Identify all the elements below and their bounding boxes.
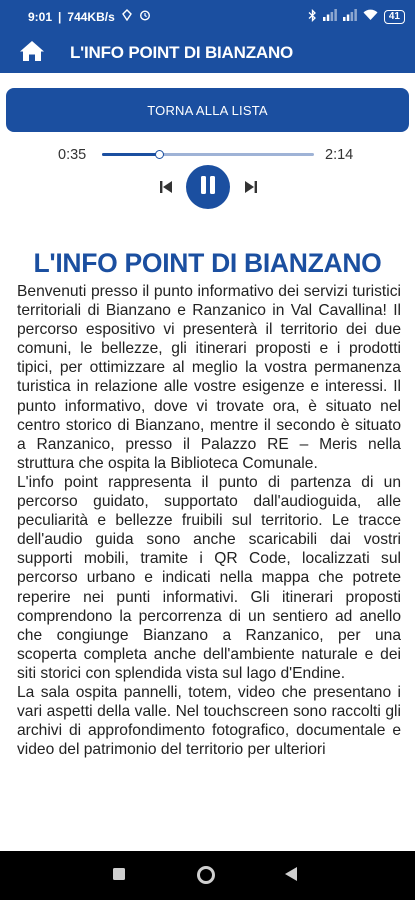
back-nav-button[interactable] — [284, 866, 298, 887]
content-title: L'INFO POINT DI BIANZANO — [33, 248, 382, 278]
status-separator: | — [58, 9, 62, 24]
back-to-list-label: TORNA ALLA LISTA — [147, 102, 268, 118]
home-button[interactable] — [0, 33, 64, 73]
recents-button[interactable] — [112, 867, 126, 886]
network-speed: 744KB/s — [67, 9, 115, 24]
circle-icon — [196, 865, 216, 890]
total-time: 2:14 — [325, 147, 354, 163]
current-time: 0:35 — [58, 147, 87, 163]
alarm-icon — [139, 9, 151, 24]
content-paragraph: L'info point rappresenta il punto di partenza di un percorso guidato, supportato dall'audioguida, alle peculiarità e bellezze fruibili sul territorio. Le tracce dell'audio guida sono anche scaricabili dai vostri supporti mobili, tramite i QR Code, localizzati sul percorso urbano e indicati nella mappa che potrete reperire nei punti informativi. Gli itinerari proposti comprendono la percorrenza di un sentiero ad anello che congiunge Bianzano a Ranzanico, per una scoperta completa anche dell'ambiente naturale e dei siti storici con splendida vista sul lago d'Endine. — [17, 473, 401, 682]
back-to-list-button[interactable] — [6, 88, 409, 132]
content-body — [17, 282, 401, 844]
battery-indicator: 41 — [384, 10, 405, 24]
triangle-back-icon — [284, 866, 298, 887]
square-icon — [112, 867, 126, 886]
signal-icon-1 — [323, 9, 337, 24]
signal-icon-2 — [343, 9, 357, 24]
seek-progress — [102, 153, 159, 156]
seek-bar[interactable] — [102, 153, 314, 156]
skip-previous-icon — [159, 180, 173, 199]
notification-icon — [121, 9, 133, 24]
home-icon — [19, 40, 45, 67]
pause-icon — [199, 175, 217, 200]
content-paragraph: Benvenuti presso il punto informativo dei servizi turistici territoriali di Bianzano e Ranzanico in Val Cavallina! Il percorso espositivo vi presenterà il territorio dei due comuni, le bellezze, gli itinerari proposti e i prodotti tipici, per ottimizzare al meglio la vostra permanenza turistica in relazione alle vostre esigenze e interessi. Il punto informativo, dove vi trovate ora, è situato nel centro storico di Bianzano, mentre il secondo è situato a Ranzanico, presso il Palazzo RE – Meris nella struttura che ospita la Biblioteca Comunale. — [17, 283, 401, 472]
home-nav-button[interactable] — [196, 865, 216, 890]
pause-button[interactable] — [186, 165, 230, 209]
status-right — [308, 9, 405, 25]
next-button[interactable] — [240, 178, 262, 200]
navigation-bar — [0, 851, 415, 900]
previous-button[interactable] — [155, 178, 177, 200]
app-bar — [0, 33, 415, 73]
content-paragraph: La sala ospita pannelli, totem, video che presentano i vari aspetti della valle. Nel touchscreen sono raccolti gli archivi di approfondimento fotografico, documentale e video del patrimonio del territorio per ulteriori — [17, 683, 401, 759]
status-left — [28, 9, 151, 24]
wifi-icon — [363, 9, 378, 24]
bluetooth-icon — [308, 9, 317, 25]
status-bar — [0, 0, 415, 33]
status-time: 9:01 — [28, 9, 53, 24]
seek-thumb[interactable] — [155, 150, 164, 159]
app-title: L'INFO POINT DI BIANZANO — [70, 43, 294, 62]
skip-next-icon — [244, 180, 258, 199]
